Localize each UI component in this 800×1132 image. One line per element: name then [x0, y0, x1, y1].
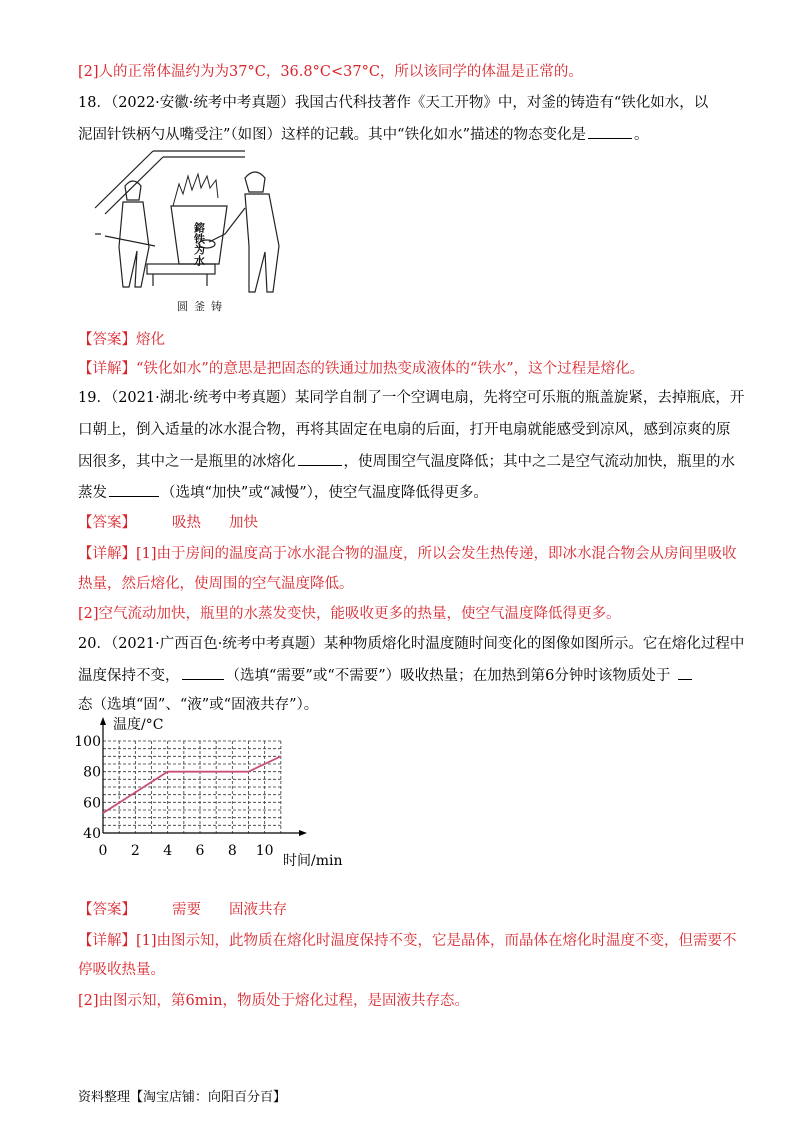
- detail-tag: 【详解】: [78, 933, 136, 949]
- question-text: （选填“需要”或“不需要”）吸收热量；在加热到第6分钟时该物质处于: [225, 668, 671, 684]
- detail-text: “铁化如水”的意思是把固态的铁通过加热变成液体的“铁水”，这个过程是熔化。: [136, 361, 645, 377]
- x-tick-label: 6: [195, 843, 205, 859]
- footer-note: 资料整理【淘宝店铺：向阳百分百】: [78, 1090, 287, 1105]
- detail-19-line2: 热量，然后熔化，使周围的空气温度降低。: [78, 576, 354, 592]
- question-text: 因很多，其中之一是瓶里的冰熔化: [78, 454, 296, 470]
- x-axis-arrow: [299, 830, 307, 836]
- x-tick-label: 4: [163, 843, 173, 859]
- illustration-caption: 圆釜铸: [177, 300, 228, 313]
- y-tick-label: 60: [83, 795, 101, 812]
- temperature-chart: [74, 713, 358, 873]
- x-tick-label: 0: [98, 843, 108, 859]
- answer-value: 需要: [172, 902, 201, 918]
- x-tick-label: 8: [227, 843, 237, 859]
- question-text: 泥固针铁柄勺从嘴受注”（如图）这样的记载。其中“铁化如水”描述的物态变化是: [78, 127, 586, 143]
- detail-20-line2: 停吸收热量。: [78, 962, 165, 978]
- question-19-line2: 口朝上，倒入适量的冰水混合物，再将其固定在电扇的后面，打开电扇就能感受到凉风，感到凉爽的原: [78, 422, 731, 438]
- y-tick-label: 80: [83, 764, 101, 781]
- y-tick-label: 100: [74, 734, 101, 750]
- detail-19-line1: [78, 544, 737, 564]
- detail-20-line3: [2]由图示知，第6min，物质处于熔化过程，是固液共存态。: [78, 993, 469, 1009]
- question-20-line3: 态（选填“固”、“液”或“固液共存”）。: [78, 697, 319, 713]
- question-text: 。: [634, 127, 649, 143]
- y-tick-label: 40: [83, 826, 101, 842]
- illustration: [95, 146, 307, 318]
- x-axis-label: 时间/min: [283, 853, 343, 869]
- answer-19: [78, 513, 258, 533]
- answer-value: 吸热: [172, 515, 201, 531]
- question-18-line2: [78, 124, 649, 145]
- answer-blank[interactable]: [109, 482, 159, 497]
- answer-tag: 【答案】: [78, 515, 136, 531]
- answer-value: 加快: [229, 515, 258, 531]
- detail-20-line1: [78, 931, 737, 951]
- detail-text: [1]由图示知，此物质在熔化时温度保持不变，它是晶体，而晶体在熔化时温度不变，但需要不: [136, 933, 737, 949]
- question-18-line1: 18．（2022·安徽·统考中考真题）我国古代科技著作《天工开物》中，对釜的铸造有“铁化如水，以: [78, 95, 709, 111]
- x-tick-label: 10: [255, 843, 274, 859]
- question-text: ，使周围空气温度降低；其中之二是空气流动加快，瓶里的水: [343, 454, 735, 470]
- answer-blank[interactable]: [182, 665, 224, 680]
- question-text: 蒸发: [78, 485, 107, 501]
- x-tick-label: 2: [130, 843, 140, 859]
- question-19-line4: [78, 482, 488, 503]
- question-19-line1: 19．（2021·湖北·统考中考真题）某同学自制了一个空调电扇，先将空可乐瓶的瓶盖旋紧，去掉瓶底，开: [78, 390, 745, 406]
- answer-blank[interactable]: [298, 451, 342, 466]
- detail-18: [78, 359, 644, 379]
- answer-value: 固液共存: [229, 902, 287, 918]
- answer-tag: 【答案】: [78, 332, 136, 348]
- detail-tag: 【详解】: [78, 546, 136, 562]
- answer-tag: 【答案】: [78, 902, 136, 918]
- series-line: [103, 756, 281, 813]
- question-text: （选填“加快”或“减慢”），使空气温度降低得更多。: [161, 485, 488, 501]
- question-text: 温度保持不变，: [78, 668, 180, 684]
- answer-blank[interactable]: [588, 124, 632, 139]
- answer-20: [78, 900, 287, 920]
- answer-18: [78, 330, 165, 350]
- question-20-line2: [78, 665, 694, 686]
- detail-line: [2]人的正常体温约为为37°C，36.8°C<37°C，所以该同学的体温是正常的。: [78, 64, 583, 80]
- answer-value: 熔化: [136, 332, 165, 348]
- detail-19-line3: [2]空气流动加快，瓶里的水蒸发变快，能吸收更多的热量，使空气温度降低得更多。: [78, 606, 621, 622]
- y-axis-label: 温度/°C: [113, 717, 164, 733]
- detail-tag: 【详解】: [78, 361, 136, 377]
- question-20-line1: 20．（2021·广西百色·统考中考真题）某种物质熔化时温度随时间变化的图像如图所示。它在熔化过程中: [78, 636, 745, 652]
- answer-blank[interactable]: [678, 665, 692, 680]
- y-axis-arrow: [100, 717, 106, 725]
- pot-label: 鎔铁为水: [192, 222, 206, 266]
- question-19-line3: [78, 451, 735, 472]
- detail-text: [1]由于房间的温度高于冰水混合物的温度，所以会发生热传递，即冰水混合物会从房间里吸收: [136, 546, 737, 562]
